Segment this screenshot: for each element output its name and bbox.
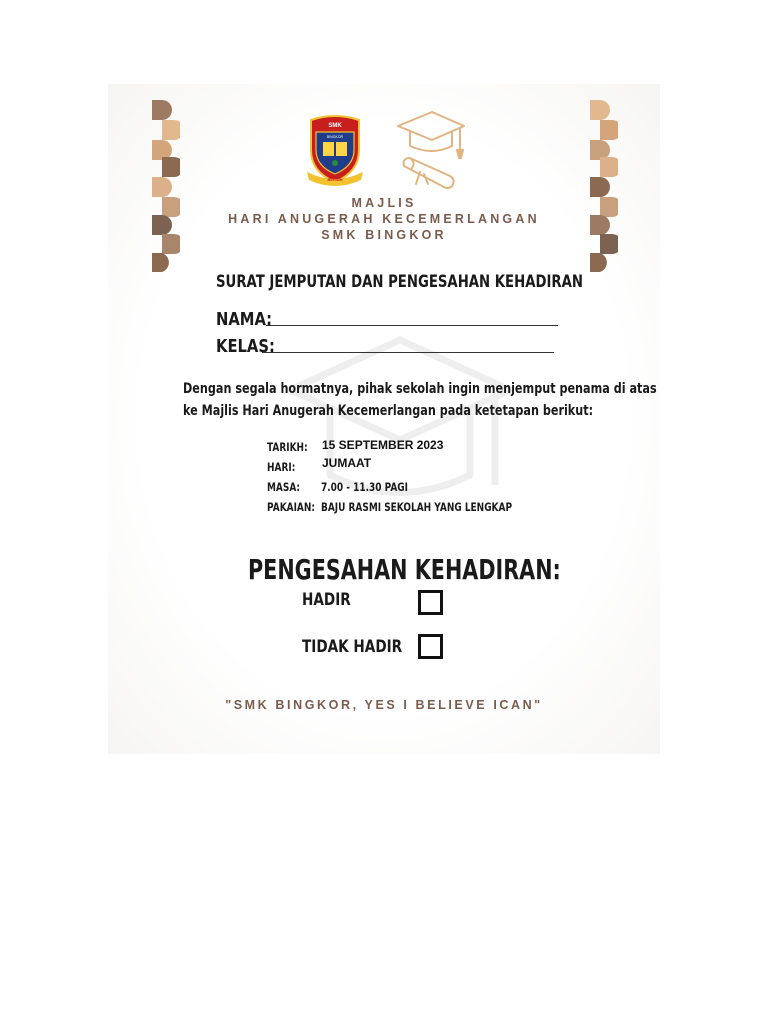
detail-label-attire: PAKAIAN: — [267, 500, 315, 514]
absent-checkbox[interactable] — [418, 634, 443, 659]
crest-text-sub: BINGKOR — [326, 135, 344, 139]
absent-label: TIDAK HADIR — [302, 637, 403, 657]
confirmation-heading: PENGESAHAN KEHADIRAN: — [248, 553, 561, 586]
detail-label-date: TARIKH: — [267, 440, 308, 454]
name-label: NAMA: — [216, 309, 273, 330]
event-title-majlis: MAJLIS — [351, 196, 417, 210]
detail-label-time: MASA: — [267, 480, 301, 494]
graduation-cap-diploma-icon — [394, 110, 466, 190]
class-label: KELAS: — [216, 336, 275, 357]
event-title-name: HARI ANUGERAH KECEMERLANGAN — [228, 212, 540, 226]
detail-label-day: HARI: — [267, 460, 296, 474]
detail-value-attire: BAJU RASMI SEKOLAH YANG LENGKAP — [321, 500, 513, 514]
detail-value-day: JUMAAT — [322, 456, 372, 470]
crest-ribbon-text: BERSIH — [327, 177, 343, 182]
name-field[interactable] — [266, 325, 558, 326]
detail-value-time: 7.00 - 11.30 PAGI — [321, 480, 408, 494]
attend-label: HADIR — [302, 590, 351, 610]
school-crest-logo — [305, 114, 365, 186]
crest-text-top: SMK — [328, 123, 342, 129]
decorative-wave-right — [588, 100, 618, 272]
letter-heading: SURAT JEMPUTAN DAN PENGESAHAN KEHADIRAN — [216, 272, 583, 292]
event-title-school: SMK BINGKOR — [321, 228, 447, 242]
attend-checkbox[interactable] — [418, 590, 443, 615]
decorative-wave-left — [150, 100, 180, 272]
school-slogan: "SMK BINGKOR, YES I BELIEVE ICAN" — [225, 698, 543, 712]
body-text-line-1: Dengan segala hormatnya, pihak sekolah ingin menjemput penama di atas — [183, 381, 657, 397]
detail-value-date: 15 SEPTEMBER 2023 — [322, 438, 444, 452]
class-field[interactable] — [262, 352, 554, 353]
body-text-line-2: ke Majlis Hari Anugerah Kecemerlangan pada ketetapan berikut: — [183, 403, 594, 419]
